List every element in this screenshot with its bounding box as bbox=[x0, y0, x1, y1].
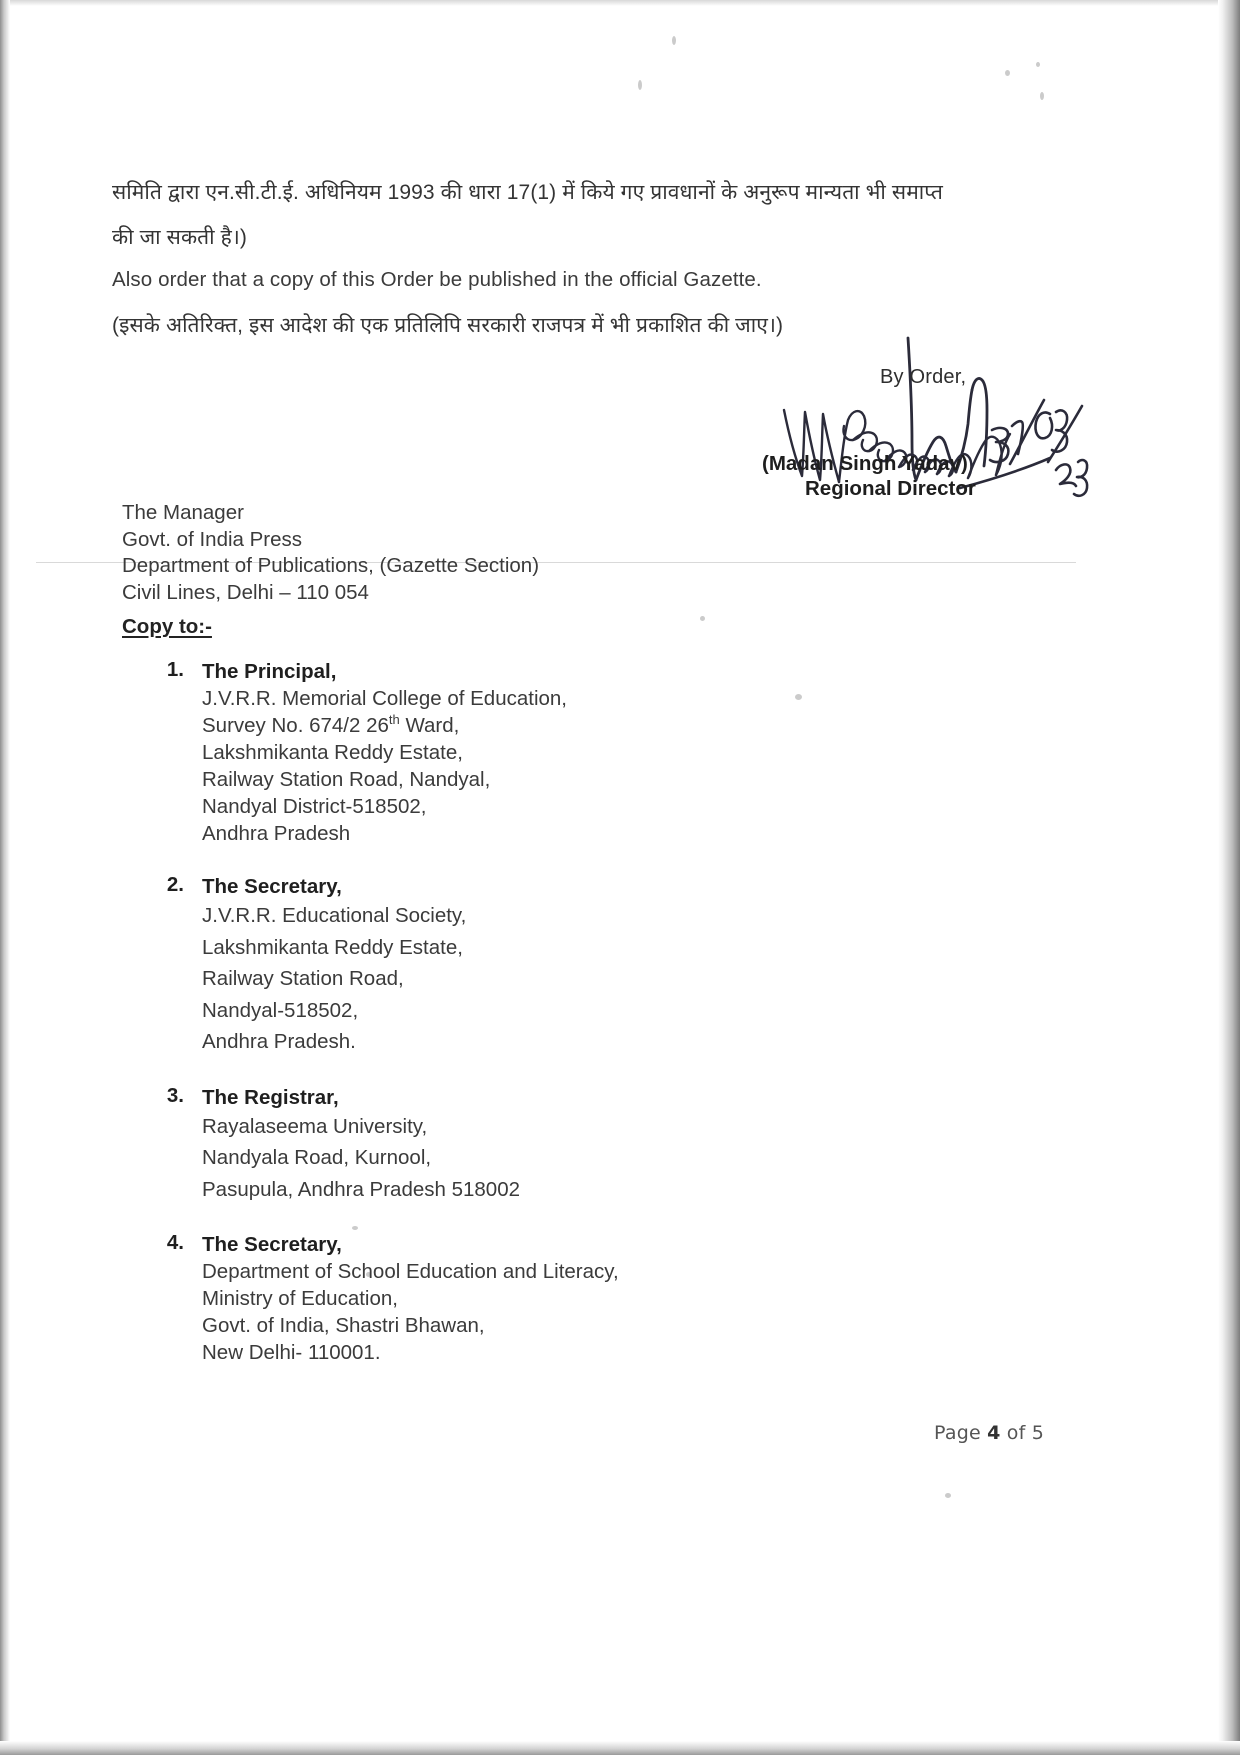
list-item bbox=[150, 658, 950, 847]
list-item-body bbox=[202, 658, 950, 847]
signer-title: Regional Director bbox=[805, 477, 976, 500]
page-footer-prefix: Page bbox=[934, 1422, 988, 1444]
list-item-line: J.V.R.R. Educational Society, bbox=[202, 904, 467, 927]
address-line: Govt. of India Press bbox=[122, 527, 303, 551]
list-item-line: J.V.R.R. Memorial College of Education, bbox=[202, 687, 567, 710]
list-item-title: The Secretary, bbox=[202, 875, 342, 898]
page-footer bbox=[934, 1422, 1044, 1444]
list-item-line: Ministry of Education, bbox=[202, 1287, 398, 1310]
list-item bbox=[150, 1231, 950, 1366]
list-item-body bbox=[202, 1084, 950, 1206]
survey-number-tail: Ward, bbox=[399, 714, 460, 737]
list-item bbox=[150, 873, 950, 1058]
list-item-number: 4. bbox=[166, 1231, 184, 1254]
copy-to-heading: Copy to:- bbox=[122, 615, 212, 638]
copy-to-list bbox=[150, 658, 950, 1392]
list-item-number: 2. bbox=[166, 873, 184, 896]
list-item-body bbox=[202, 873, 950, 1058]
list-item-line: Lakshmikanta Reddy Estate, bbox=[202, 935, 463, 959]
list-item-line: Rayalaseema University, bbox=[202, 1114, 428, 1138]
list-item-line-superscript bbox=[202, 712, 950, 739]
list-item-line: Nandyal-518502, bbox=[202, 998, 359, 1022]
list-item-body bbox=[202, 1231, 950, 1366]
ordinal-suffix: th bbox=[388, 712, 400, 728]
list-item-line: Andhra Pradesh bbox=[202, 822, 351, 845]
address-line: The Manager bbox=[122, 501, 244, 524]
by-order-label: By Order, bbox=[880, 366, 967, 388]
paragraph-line: समिति द्वारा एन.सी.टी.ई. अधिनियम 1993 की धारा 17(1) में किये गए प्रावधानों के अनुरूप मान्यता भी समाप्त bbox=[112, 181, 943, 204]
list-item-title: The Secretary, bbox=[202, 1233, 342, 1256]
list-item bbox=[150, 1084, 950, 1206]
list-item-line: Lakshmikanta Reddy Estate, bbox=[202, 741, 463, 764]
list-item-line: Department of School Education and Literacy, bbox=[202, 1260, 619, 1283]
address-line: Department of Publications, (Gazette Section) bbox=[122, 554, 540, 577]
paragraph-gazette-order bbox=[112, 258, 992, 302]
list-item-line: Andhra Pradesh. bbox=[202, 1030, 356, 1053]
signer-name: (Madan Singh Yadav) bbox=[762, 452, 968, 475]
list-item-line: Govt. of India, Shastri Bhawan, bbox=[202, 1314, 485, 1337]
list-item-line: Railway Station Road, bbox=[202, 967, 404, 990]
address-line: Civil Lines, Delhi – 110 054 bbox=[122, 580, 369, 604]
paragraph-line: Also order that a copy of this Order be published in the official Gazette. bbox=[112, 268, 762, 291]
page-footer-suffix: of 5 bbox=[1000, 1422, 1044, 1444]
paragraph-line: की जा सकती है।) bbox=[112, 226, 248, 249]
recipient-address bbox=[122, 500, 539, 606]
list-item-number: 1. bbox=[166, 658, 184, 681]
list-item-line: New Delhi- 110001. bbox=[202, 1341, 381, 1364]
list-item-line: Nandyal District-518502, bbox=[202, 795, 427, 818]
list-item-line: Pasupula, Andhra Pradesh 518002 bbox=[202, 1177, 521, 1201]
page-number: 4 bbox=[987, 1422, 1001, 1444]
paragraph-hindi-clause bbox=[112, 170, 992, 260]
list-item-line: Nandyala Road, Kurnool, bbox=[202, 1146, 432, 1169]
list-item-title: The Registrar, bbox=[202, 1085, 339, 1109]
paragraph-line: (इसके अतिरिक्त, इस आदेश की एक प्रतिलिपि सरकारी राजपत्र में भी प्रकाशित की जाए।) bbox=[112, 314, 784, 337]
survey-number-text: Survey No. 674/2 26 bbox=[202, 714, 389, 737]
list-item-number: 3. bbox=[166, 1083, 184, 1107]
list-item-line: Railway Station Road, Nandyal, bbox=[202, 768, 491, 791]
list-item-title: The Principal, bbox=[202, 660, 337, 683]
